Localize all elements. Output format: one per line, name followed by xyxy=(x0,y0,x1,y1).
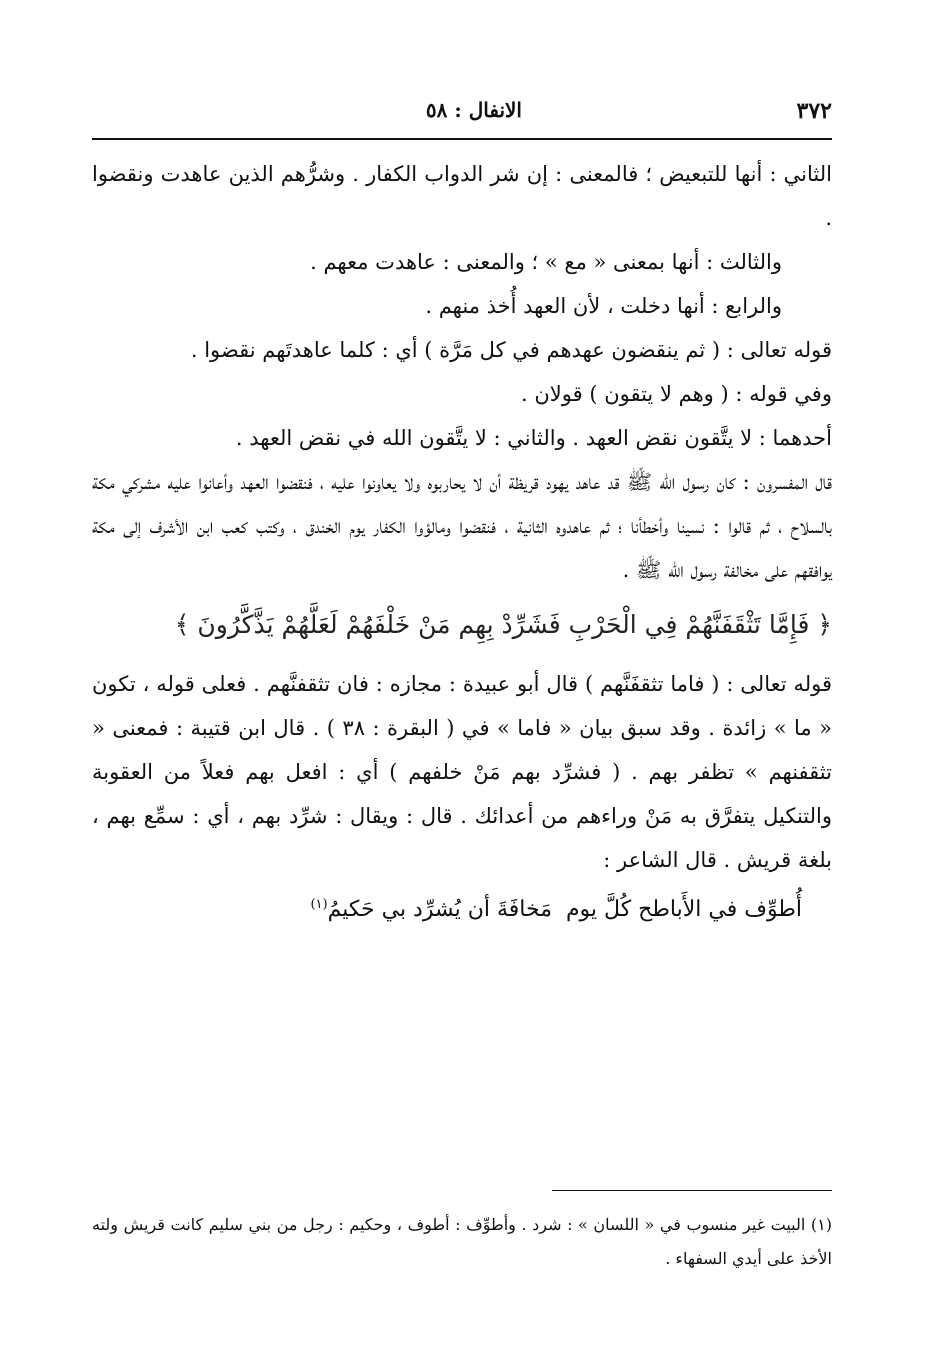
poem-hemistich-first: أُطوِّف في الأَباطح كُلَّ يوم xyxy=(565,897,802,923)
header-rule xyxy=(92,138,832,140)
paragraph-commentary: قوله تعالى : ( فاما تثقفَنَّهم ) قال أبو عبيدة : مجازه : فان تثقفنَّهم . فعلى قوله ، تكون « ما » زائدة . وقد سبق بيان « فاما » في ( البقرة : ٣٨ ) . قال ابن قتيبة : فمعنى « تثقفنهم » تظفر بهم . ( فشرِّد بهم مَنْ خلفهم ) أي : افعل بهم فعلاً من العقوبة والتنكيل يتفرَّق به مَنْ وراءهم من أعدائك . قال : ويقال : شرِّد بهم ، أي : سمِّع بهم ، بلغة قريش . قال الشاعر : xyxy=(92,672,832,872)
paragraph-third-opinion: والثالث : أنها بمعنى « مع » ؛ والمعنى : عاهدت معهم . xyxy=(310,250,782,274)
paragraph-fourth-opinion: والرابع : أنها دخلت ، لأن العهد أُخذ منهم . xyxy=(425,294,782,318)
footnotes xyxy=(92,1208,832,1276)
book-page xyxy=(92,80,832,1340)
page-body xyxy=(92,152,832,933)
page-header xyxy=(92,98,832,132)
quran-verse: ﴿ فَإِمَّا تَثْقَفَنَّهُمْ فِي الْحَرْبِ فَشَرِّدْ بِهِم مَنْ خَلْفَهُمْ لَعَلَّهُمْ يَذَّكَّرُونَ ﴾ xyxy=(174,610,832,639)
footnote-1: (١) البيت غير منسوب في « اللسان » : شرد . وأطوِّف : أطوف ، وحكيم : رجل من بني سليم كانت قريش ولته الأخذ على أيدي السفهاء . xyxy=(92,1215,832,1268)
poetry-line xyxy=(92,882,832,933)
running-title: الانفال : ٥٨ xyxy=(425,98,522,122)
paragraph-second-opinion: الثاني : أنها للتبعيض ؛ فالمعنى : إن شر الدواب الكفار . وشرُّهم الذين عاهدت ونقضوا . xyxy=(92,162,832,230)
paragraph-covenant-breaking: قوله تعالى : ( ثم ينقضون عهدهم في كل مَرَّة ) أي : كلما عاهدتَهم نقضوا . xyxy=(190,338,832,362)
paragraph-first-view: أحدهما : لا يتَّقون نقض العهد . والثاني : لا يتَّقون الله في نقض العهد . xyxy=(235,426,832,450)
footnote-reference: (١) xyxy=(310,897,328,912)
footnote-rule xyxy=(552,1190,832,1191)
paragraph-two-views: وفي قوله : ( وهم لا يتقون ) قولان . xyxy=(521,382,832,406)
poem-hemistich-second: مَخافَةَ أن يُشرِّد بي حَكيمُ xyxy=(327,897,552,923)
paragraph-commentators: قال المفسرون : كان رسول الله ﷺ قد عاهد يهود قريظة أن لا يحاربوه ولا يعاونوا عليه ، فنقضوا العهد وأعانوا عليه مشركي مكة بالسلاح ، ثم قالوا : نسينا وأخطأنا ؛ ثم عاهدوه الثانية ، فنقضوا ومالؤوا الكفار يوم الخندق ، وكتب كعب ابن الأشرف إلى مكة يوافقهم على مخالفة رسول الله ﷺ . xyxy=(92,470,832,582)
page-number: ٣٧٢ xyxy=(796,98,832,124)
